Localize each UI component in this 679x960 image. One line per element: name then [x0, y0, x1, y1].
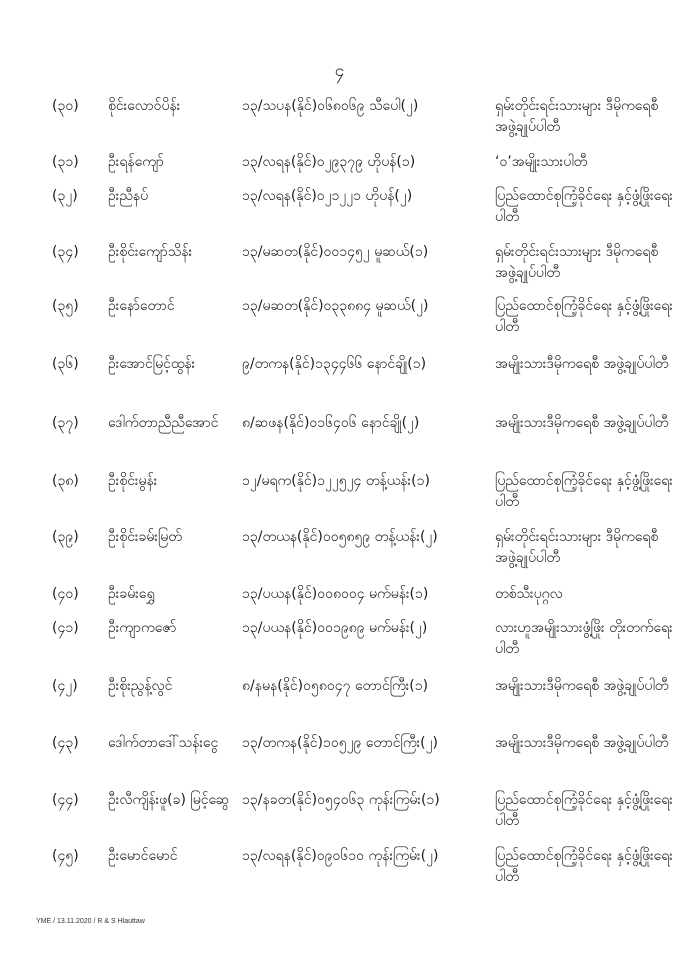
candidate-name: ဒေါက်တာဒေါ်သန်းငွေ [108, 735, 219, 751]
party-name: အမျိုးသားဒီမိုကရေစီ အဖွဲ့ချုပ်ပါတီ [495, 415, 669, 431]
candidate-name: ဦးရန်ကျော် [108, 154, 164, 170]
candidate-name: ဦးစိုင်းခမ်းမြတ် [108, 529, 182, 545]
row-number: (၃၅) [52, 298, 79, 314]
table-row [0, 846, 679, 894]
candidate-id: ၁၃/ပယန(နိုင်)၀၀၈၀၀၄ မက်မန်း(၁) [242, 586, 429, 602]
candidate-id: ၈/နမန(နိုင်)၀၅၈၀၄၇ တောင်ကြီး(၁) [242, 678, 429, 694]
party-name: ရှမ်းတိုင်းရင်းသားများ ဒီမိုကရေစီအဖွဲ့ချုပ်ပါတီ [495, 244, 659, 281]
row-number: (၃၁) [52, 154, 79, 170]
party-name: ပြည်ထောင်စုကြံ့ခိုင်ရေး နှင့်ဖွံ့ဖြိုးရေးပါတီ [495, 298, 673, 335]
candidate-name: ဦးလီကျိန်းဖူ(ခ) မြင့်ဆွေ [108, 792, 230, 808]
party-name: တစ်သီးပုဂ္ဂလ [495, 586, 563, 602]
candidate-id: ၁၃/ပယန(နိုင်)၀၀၁၉၈၉ မက်မန်း(၂) [242, 620, 428, 636]
candidate-id: ၁၃/လရန(နိုင်)၀၉၀၆၁၀ ကုန်းကြမ်း(၂) [242, 848, 439, 864]
candidate-id: ၈/ဆဖန(နိုင်)၀၁၆၄၀၆ နောင်ချို(၂) [242, 415, 420, 431]
row-number: (၃၇) [52, 415, 79, 431]
candidate-name: ဦးစိုင်းမွန်း [108, 473, 158, 489]
candidate-name: ဒေါက်တာညီညီအောင် [108, 415, 219, 431]
candidate-id: ၁၃/နခတ(နိုင်)၀၅၄၀၆၃ ကုန်းကြမ်း(၁) [242, 792, 440, 808]
candidate-id: ၁၃/မဆတ(နိုင်)၀၀၁၄၅၂ မူဆယ်(၁) [242, 244, 429, 260]
table-row [0, 527, 679, 575]
table-row [0, 733, 679, 781]
row-number: (၄၁) [52, 620, 79, 636]
candidate-name: ဦးမောင်မောင် [108, 848, 178, 864]
table-row [0, 676, 679, 724]
table-row [0, 186, 679, 234]
candidate-id: ၉/တကန(နိုင်)၁၃၄၄၆၆ နောင်ချို(၁) [242, 356, 427, 372]
party-name: လားဟူအမျိုးသားဖွံ့ဖြိုး တိုးတက်ရေးပါတီ [495, 620, 673, 657]
party-name: ရှမ်းတိုင်းရင်းသားများ ဒီမိုကရေစီအဖွဲ့ချုပ်ပါတီ [495, 529, 659, 566]
party-name: ပြည်ထောင်စုကြံ့ခိုင်ရေး နှင့်ဖွံ့ဖြိုးရေးပါတီ [495, 792, 673, 829]
table-row [0, 242, 679, 290]
candidate-name: ဦးခမ်းရွှေ [108, 586, 155, 602]
table-row [0, 618, 679, 666]
candidate-id: ၁၃/သပန(နိုင်)၀၆၈၀၆၉ သီပေါ(၂) [242, 98, 419, 114]
row-number: (၄၄) [52, 792, 79, 808]
party-name: ပြည်ထောင်စုကြံ့ခိုင်ရေး နှင့်ဖွံ့ဖြိုးရေးပါတီ [495, 473, 673, 510]
table-row [0, 471, 679, 519]
party-name: အမျိုးသားဒီမိုကရေစီ အဖွဲ့ချုပ်ပါတီ [495, 356, 669, 372]
row-number: (၄၀) [52, 586, 79, 602]
candidate-id: ၁၃/လရန(နိုင်)၀၂၁၂၂၁ ဟိုပန်(၂) [242, 188, 413, 204]
candidate-id: ၁၃/မဆတ(နိုင်)၀၃၃၈၈၄ မူဆယ်(၂) [242, 298, 429, 314]
table-row [0, 354, 679, 402]
candidate-name: ဦးအောင်မြင့်ထွန်း [108, 356, 196, 372]
row-number: (၄၅) [52, 848, 79, 864]
party-name: အမျိုးသားဒီမိုကရေစီ အဖွဲ့ချုပ်ပါတီ [495, 735, 669, 751]
candidate-name: ဦးစိုးညွန့်လွင် [108, 678, 173, 694]
candidate-name: စိုင်းလောဝ်ပိန်း [108, 98, 181, 114]
row-number: (၃၄) [52, 244, 79, 260]
table-row [0, 96, 679, 144]
party-name: ‘ဝ’အမျိုးသားပါတီ [495, 154, 588, 170]
candidate-name: ဦးနော်တောင် [108, 298, 175, 314]
table-row [0, 790, 679, 838]
candidate-id: ၁၃/တယန(နိုင်)၀၀၅၈၅၉ တန့်ယန်း(၂) [242, 529, 438, 545]
row-number: (၄၂) [52, 678, 78, 694]
row-number: (၃၆) [52, 356, 79, 372]
party-name: ရှမ်းတိုင်းရင်းသားများ ဒီမိုကရေစီအဖွဲ့ချုပ်ပါတီ [495, 98, 659, 135]
row-number: (၃၂) [52, 188, 78, 204]
page-number: ၄ [334, 61, 345, 81]
candidate-id: ၁၃/လရန(နိုင်)၀၂၉၃၇၉ ဟိုပန်(၁) [242, 154, 416, 170]
candidate-id: ၁၃/တကန(နိုင်)၁၀၅၂၉ တောင်ကြီး(၂) [242, 735, 438, 751]
table-row [0, 296, 679, 344]
row-number: (၃၉) [52, 529, 79, 545]
candidate-name: ဦးစိုင်းကျော်သိန်း [108, 244, 193, 260]
row-number: (၃၀) [52, 98, 79, 114]
party-name: ပြည်ထောင်စုကြံ့ခိုင်ရေး နှင့်ဖွံ့ဖြိုးရေးပါတီ [495, 848, 673, 885]
party-name: ပြည်ထောင်စုကြံ့ခိုင်ရေး နှင့်ဖွံ့ဖြိုးရေးပါတီ [495, 188, 673, 225]
party-name: အမျိုးသားဒီမိုကရေစီ အဖွဲ့ချုပ်ပါတီ [495, 678, 669, 694]
candidate-name: ဦးညီနပ် [108, 188, 149, 204]
row-number: (၃၈) [52, 473, 79, 489]
row-number: (၄၃) [52, 735, 79, 751]
candidate-id: ၁၂/မရက(နိုင်)၁၂၂၅၂၄ တန့်ယန်း(၁) [242, 473, 430, 489]
candidate-name: ဦးကျာကဇော် [108, 620, 177, 636]
footer-note: YME / 13.11.2020 / R & S Hlauttaw [36, 918, 145, 925]
table-row [0, 413, 679, 461]
